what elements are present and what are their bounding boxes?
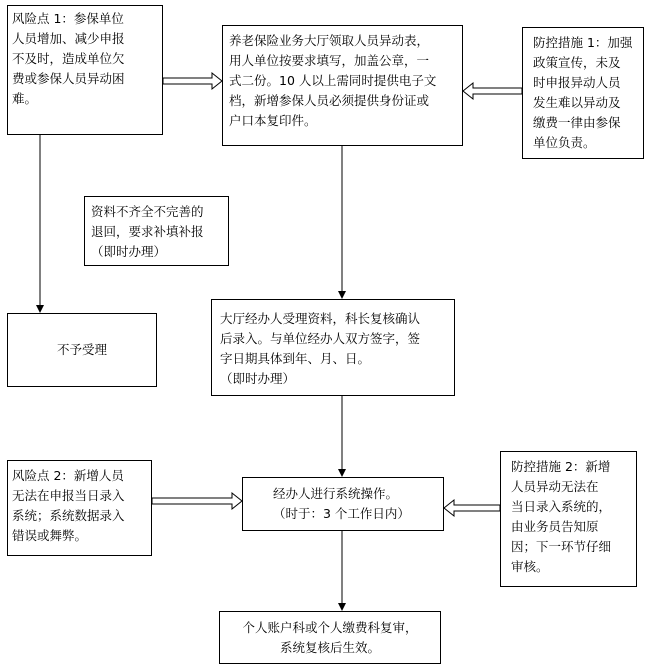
hollow-arrow-risk2-to-operate	[152, 493, 242, 509]
reject-text: 不予受理	[56, 342, 107, 357]
risk-point-2-text: 风险点 2：新增人员 无法在申报当日录入 系统；系统数据录入 错误或舞弊。	[12, 468, 125, 543]
start-step-text: 养老保险业务大厅领取人员异动表， 用人单位按要求填写，加盖公章，一 式二份。10 人以上需同时提供电子文 档，新增参保人员必须提供身份证或 户口本复印件。	[229, 33, 437, 128]
risk-point-1-box	[7, 5, 163, 135]
final-review-text: 个人账户科或个人缴费科复审， 系统复核后生效。	[242, 620, 418, 655]
risk-point-1-text: 风险点 1：参保单位 人员增加、减少申报 不及时，造成单位欠 费或参保人员异动困 难。	[12, 11, 125, 106]
accept-step-box	[211, 299, 455, 396]
reject-box	[7, 313, 157, 387]
hollow-arrow-control1-to-start	[463, 83, 522, 99]
start-step-box	[222, 25, 463, 146]
control-measure-1-box	[522, 27, 644, 159]
control-measure-2-box	[500, 451, 637, 587]
hollow-arrow-risk1-to-start	[163, 73, 222, 89]
control-measure-1-text: 防控措施 1：加强 政策宣传，未及 时申报异动人员 发生难以异动及 缴费一律由参保 单位负责。	[533, 35, 633, 150]
hollow-arrow-control2-to-operate	[444, 500, 500, 516]
system-operation-text: 经办人进行系统操作。 （时于：3 个工作日内）	[273, 486, 410, 521]
accept-step-text: 大厅经办人受理资料，科长复核确认 后录入。与单位经办人双方签字，签 字日期具体到年、月、日。 （即时办理）	[220, 311, 421, 386]
incomplete-docs-text: 资料不齐全不完善的 退回，要求补填补报 （即时办理）	[91, 204, 204, 259]
risk-point-2-box	[7, 460, 152, 556]
final-review-box	[219, 611, 441, 664]
control-measure-2-text: 防控措施 2：新增 人员异动无法在 当日录入系统的， 由业务员告知原 因；下一环节仔细 审核。	[511, 459, 612, 574]
system-operation-box	[242, 477, 444, 531]
incomplete-docs-box	[84, 196, 229, 266]
